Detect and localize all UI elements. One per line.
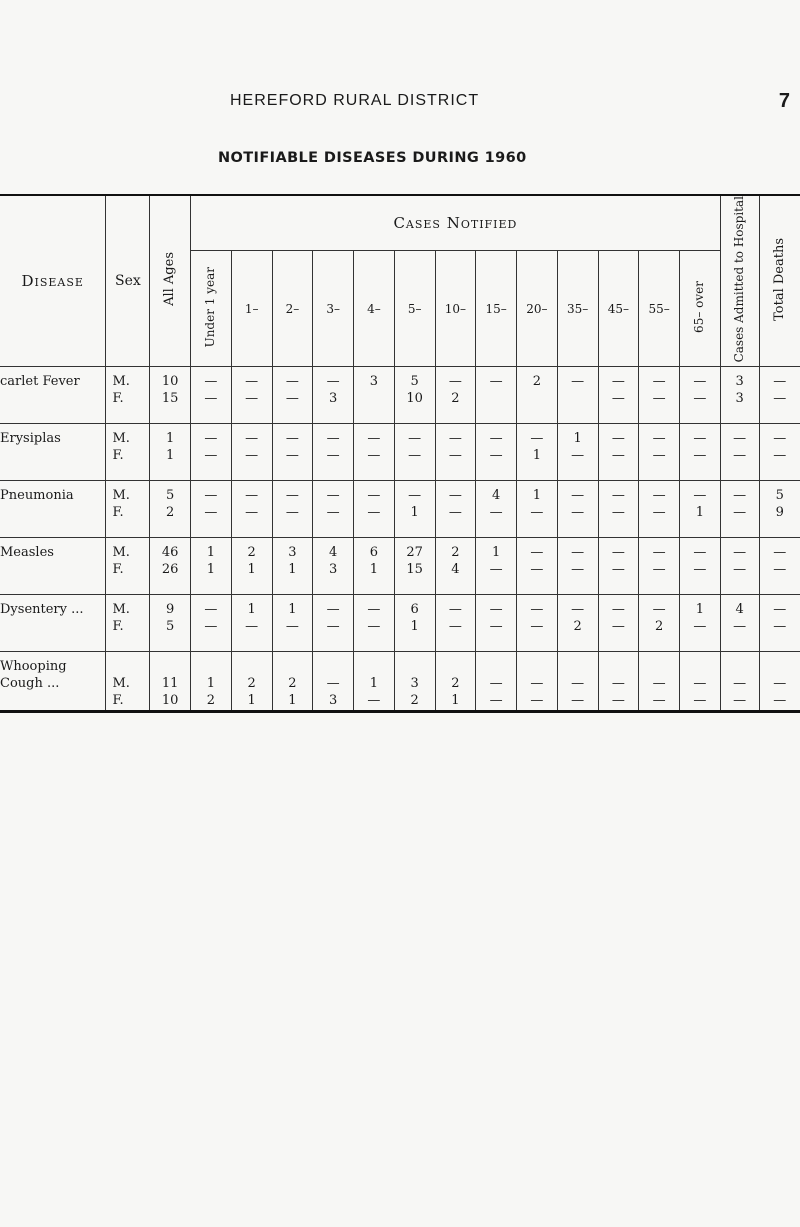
header-age-group: 3– xyxy=(313,251,354,367)
data-cell: — — xyxy=(435,481,476,538)
data-cell: — 1 xyxy=(394,481,435,538)
data-cell: — — xyxy=(639,424,680,481)
data-cell: 3 xyxy=(354,367,395,424)
disease-name: Pneumonia xyxy=(0,481,106,538)
data-cell: 1 — xyxy=(476,538,517,595)
table-row xyxy=(0,481,800,538)
data-cell: 6 1 xyxy=(354,538,395,595)
data-cell: — — xyxy=(313,595,354,652)
disease-name: carlet Fever xyxy=(0,367,106,424)
data-cell: — — xyxy=(191,367,232,424)
disease-name: Measles xyxy=(0,538,106,595)
header-age-group: 20– xyxy=(517,251,558,367)
data-cell: — — xyxy=(476,595,517,652)
data-cell: — 1 xyxy=(517,424,558,481)
data-cell: — — xyxy=(639,481,680,538)
data-cell: — — xyxy=(191,424,232,481)
data-cell: — — xyxy=(759,424,800,481)
data-cell: — — xyxy=(476,652,517,711)
header-age-group: 65– over xyxy=(680,251,721,367)
data-cell: 1 1 xyxy=(150,424,191,481)
data-cell: 2 4 xyxy=(435,538,476,595)
page-number: 7 xyxy=(778,90,790,112)
data-cell: 3 1 xyxy=(272,538,313,595)
sex-cell: M. F. xyxy=(106,595,150,652)
data-cell: — — xyxy=(394,424,435,481)
data-cell: 5 9 xyxy=(759,481,800,538)
data-cell: — — xyxy=(191,595,232,652)
data-cell: — — xyxy=(313,424,354,481)
table-row xyxy=(0,595,800,652)
header-all-ages: All Ages xyxy=(150,196,191,367)
data-cell: 11 10 xyxy=(150,652,191,711)
data-cell: 5 2 xyxy=(150,481,191,538)
data-cell: — — xyxy=(598,652,639,711)
data-cell: 10 15 xyxy=(150,367,191,424)
data-cell: — 2 xyxy=(557,595,598,652)
data-cell: — — xyxy=(759,595,800,652)
header-cases-notified: Cases Notified xyxy=(191,196,721,251)
header-age-group: 1– xyxy=(231,251,272,367)
data-cell: — — xyxy=(720,481,759,538)
data-cell: — 1 xyxy=(680,481,721,538)
data-cell: 2 1 xyxy=(435,652,476,711)
data-cell: 1 — xyxy=(272,595,313,652)
data-cell: — — xyxy=(759,367,800,424)
data-cell: — — xyxy=(598,481,639,538)
page-header xyxy=(0,92,800,116)
data-cell: — — xyxy=(680,652,721,711)
data-cell: — — xyxy=(598,367,639,424)
data-cell: — — xyxy=(272,367,313,424)
header-age-group: 4– xyxy=(354,251,395,367)
data-cell: — — xyxy=(231,367,272,424)
data-cell: 9 5 xyxy=(150,595,191,652)
data-cell: 1 1 xyxy=(191,538,232,595)
data-cell: — — xyxy=(639,367,680,424)
table-row xyxy=(0,367,800,424)
data-cell: — — xyxy=(598,538,639,595)
header-sex: Sex xyxy=(106,196,150,367)
sex-cell: M. F. xyxy=(106,481,150,538)
header-cases-admitted: Cases Admitted to Hospital xyxy=(720,196,759,367)
data-cell: 1 — xyxy=(354,652,395,711)
header-disease: Disease xyxy=(21,272,84,291)
data-cell: — — xyxy=(720,538,759,595)
sex-cell: M. F. xyxy=(106,367,150,424)
data-cell: — — xyxy=(557,538,598,595)
data-cell: 2 1 xyxy=(272,652,313,711)
data-cell: — — xyxy=(435,595,476,652)
header-age-group: 10– xyxy=(435,251,476,367)
data-cell: 2 1 xyxy=(231,652,272,711)
data-cell: — — xyxy=(272,481,313,538)
data-cell: 2 1 xyxy=(231,538,272,595)
data-cell: — — xyxy=(313,481,354,538)
data-cell: — — xyxy=(639,538,680,595)
data-cell: — — xyxy=(231,481,272,538)
data-cell: — 3 xyxy=(313,367,354,424)
table-row xyxy=(0,652,800,711)
data-cell: — — xyxy=(759,652,800,711)
document-title: NOTIFIABLE DISEASES DURING 1960 xyxy=(218,150,527,166)
data-cell: 1 — xyxy=(680,595,721,652)
sex-cell: M. F. xyxy=(106,538,150,595)
data-cell: 2 xyxy=(517,367,558,424)
data-cell: 1 — xyxy=(231,595,272,652)
data-cell: 27 15 xyxy=(394,538,435,595)
data-cell: — 2 xyxy=(435,367,476,424)
page-header-title: HEREFORD RURAL DISTRICT xyxy=(230,92,480,109)
data-cell: — — xyxy=(354,595,395,652)
header-age-group: 35– xyxy=(557,251,598,367)
disease-name: Erysiplas xyxy=(0,424,106,481)
data-cell: — — xyxy=(720,652,759,711)
data-cell: — — xyxy=(759,538,800,595)
data-cell: — — xyxy=(720,424,759,481)
table-row xyxy=(0,424,800,481)
header-age-group: 45– xyxy=(598,251,639,367)
data-cell: — — xyxy=(598,595,639,652)
data-cell: 1 — xyxy=(557,424,598,481)
data-cell: — xyxy=(476,367,517,424)
data-cell: — xyxy=(557,367,598,424)
data-cell: — 2 xyxy=(639,595,680,652)
header-age-group: Under 1 year xyxy=(191,251,232,367)
data-cell: — — xyxy=(598,424,639,481)
data-cell: 46 26 xyxy=(150,538,191,595)
data-cell: 1 2 xyxy=(191,652,232,711)
data-cell: — — xyxy=(680,538,721,595)
header-age-group: 2– xyxy=(272,251,313,367)
data-cell: — — xyxy=(231,424,272,481)
data-cell: 5 10 xyxy=(394,367,435,424)
data-cell: — — xyxy=(435,424,476,481)
header-age-group: 55– xyxy=(639,251,680,367)
data-cell: — — xyxy=(680,424,721,481)
sex-cell: M. F. xyxy=(106,424,150,481)
data-cell: — — xyxy=(557,652,598,711)
data-cell: — 3 xyxy=(313,652,354,711)
data-cell: — — xyxy=(191,481,232,538)
data-cell: 1 — xyxy=(517,481,558,538)
data-cell: — — xyxy=(639,652,680,711)
data-cell: — — xyxy=(354,424,395,481)
disease-name: Dysentery ... xyxy=(0,595,106,652)
data-cell: — — xyxy=(557,481,598,538)
notifiable-diseases-table xyxy=(0,194,800,713)
header-total-deaths: Total Deaths xyxy=(759,196,800,367)
data-cell: — — xyxy=(272,424,313,481)
data-cell: — — xyxy=(476,424,517,481)
data-cell: — — xyxy=(517,538,558,595)
data-cell: — — xyxy=(517,652,558,711)
data-cell: — — xyxy=(680,367,721,424)
data-cell: 4 — xyxy=(476,481,517,538)
data-cell: 3 2 xyxy=(394,652,435,711)
data-cell: — — xyxy=(354,481,395,538)
disease-name: Whooping Cough ... xyxy=(0,652,106,711)
header-age-group: 5– xyxy=(394,251,435,367)
data-cell: 4 — xyxy=(720,595,759,652)
table-row xyxy=(0,538,800,595)
data-cell: 4 3 xyxy=(313,538,354,595)
header-age-group: 15– xyxy=(476,251,517,367)
data-cell: — — xyxy=(517,595,558,652)
data-cell: 3 3 xyxy=(720,367,759,424)
data-cell: 6 1 xyxy=(394,595,435,652)
sex-cell: M. F. xyxy=(106,652,150,711)
